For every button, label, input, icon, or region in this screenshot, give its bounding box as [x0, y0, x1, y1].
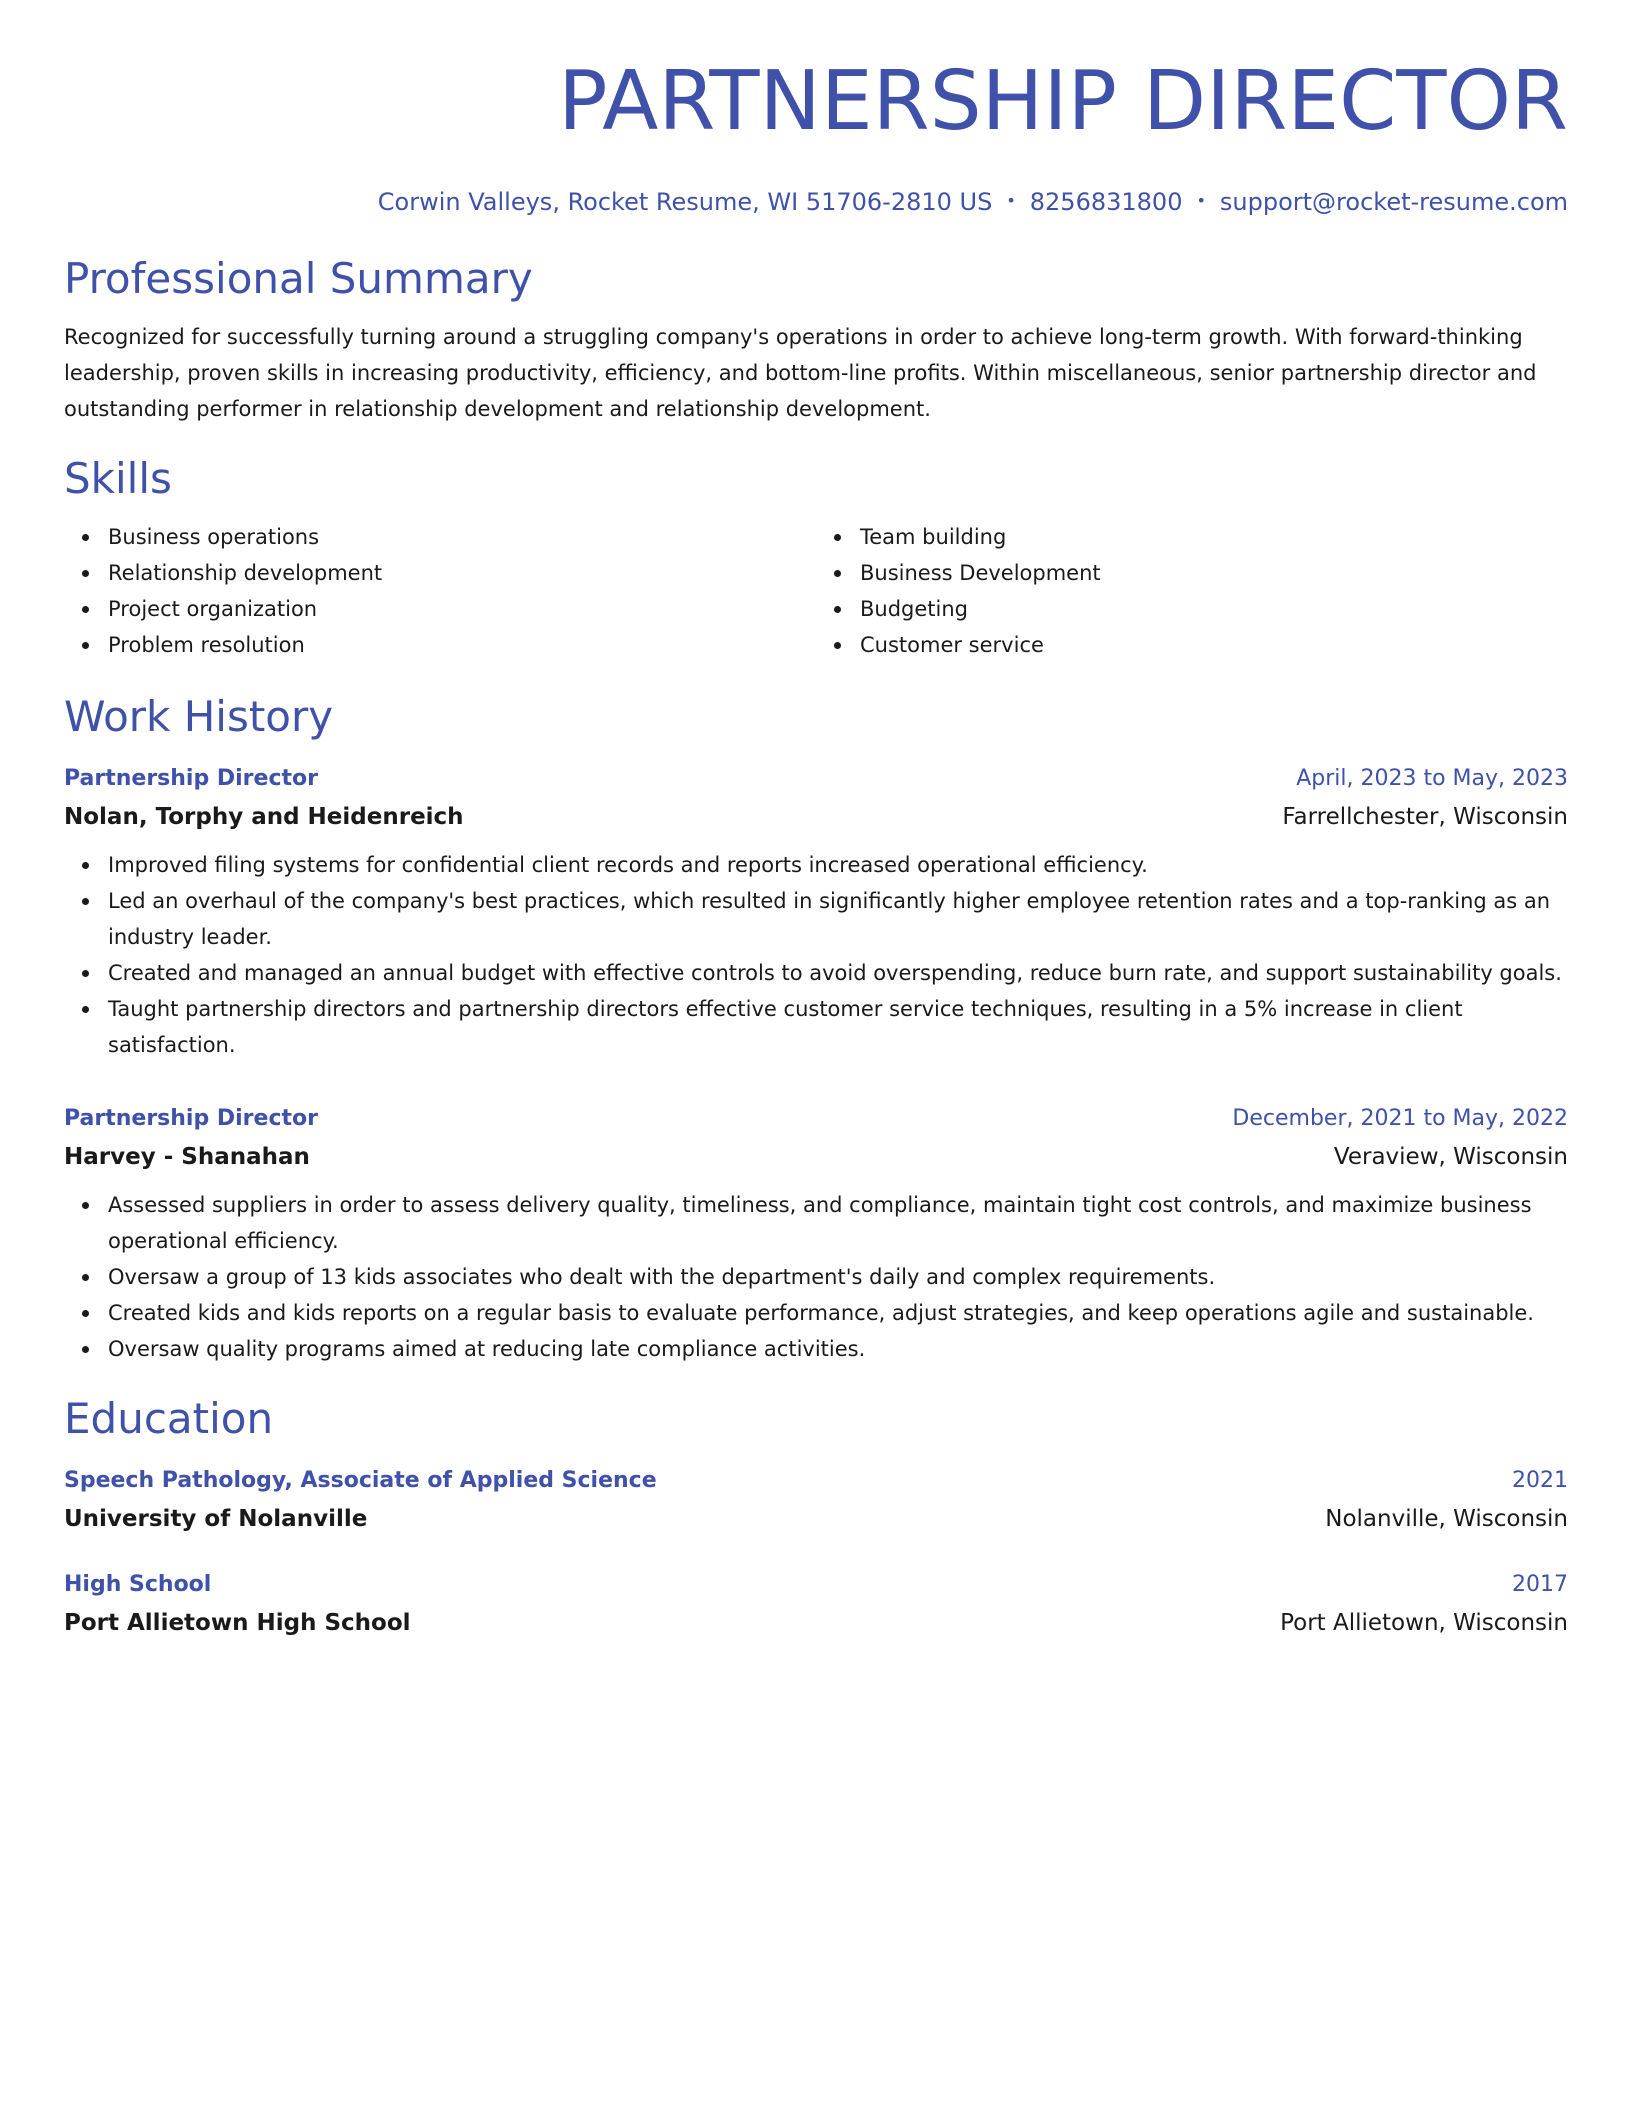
- skill-item: Business operations: [108, 519, 816, 555]
- job-location: Farrellchester, Wisconsin: [1282, 804, 1568, 830]
- skill-item: Budgeting: [860, 591, 1568, 627]
- skill-item: Business Development: [860, 555, 1568, 591]
- skills-section: [64, 453, 1568, 663]
- job-bullet: Taught partnership directors and partnership directors effective customer service techniques, resulting in a 5% increase in client satisfaction.: [108, 991, 1568, 1063]
- job-bullet: Improved filing systems for confidential client records and reports increased operational efficiency.: [108, 847, 1568, 883]
- job-company: Nolan, Torphy and Heidenreich: [64, 804, 464, 830]
- section-title-summary: Professional Summary: [64, 254, 533, 303]
- education-school-row: [64, 1499, 1568, 1539]
- job-bullet: Oversaw a group of 13 kids associates who dealt with the department's daily and complex requirements.: [108, 1259, 1568, 1295]
- contact-separator: •: [1196, 191, 1206, 210]
- job-entry: [64, 1101, 1568, 1367]
- skills-grid: [64, 519, 1568, 663]
- education-section: [64, 1393, 1568, 1643]
- job-company-row: [64, 1137, 1568, 1177]
- section-title-work: Work History: [64, 692, 334, 741]
- job-title: Partnership Director: [64, 766, 318, 791]
- job-dates: December, 2021 to May, 2022: [1232, 1106, 1568, 1131]
- job-header-row: [64, 1101, 1568, 1137]
- job-bullet: Oversaw quality programs aimed at reducing late compliance activities.: [108, 1331, 1568, 1367]
- education-location: Nolanville, Wisconsin: [1325, 1506, 1568, 1532]
- summary-text: Recognized for successfully turning around a struggling company's operations in order to achieve long-term growth. With forward-thinking leadership, proven skills in increasing productivity, efficiency, and bottom-line profits. Within miscellaneous, senior partnership director and outstanding performer in relationship development and relationship development.: [64, 325, 1537, 421]
- job-entry: [64, 761, 1568, 1063]
- education-degree: Speech Pathology, Associate of Applied Science: [64, 1468, 657, 1493]
- education-header-row: [64, 1463, 1568, 1499]
- job-bullets: [64, 847, 1568, 1063]
- job-bullet: Assessed suppliers in order to assess delivery quality, timeliness, and compliance, maintain tight cost controls, and maximize business operational efficiency.: [108, 1187, 1568, 1259]
- skill-item: Team building: [860, 519, 1568, 555]
- contact-separator: •: [1006, 191, 1016, 210]
- resume-title: PARTNERSHIP DIRECTOR: [558, 54, 1568, 149]
- education-location: Port Allietown, Wisconsin: [1280, 1610, 1568, 1636]
- contact-email[interactable]: support@rocket-resume.com: [1219, 188, 1568, 216]
- section-title-education: Education: [64, 1394, 274, 1443]
- education-header-row: [64, 1567, 1568, 1603]
- contact-phone: 8256831800: [1029, 188, 1183, 216]
- skill-item: Project organization: [108, 591, 816, 627]
- skill-item: Problem resolution: [108, 627, 816, 663]
- education-entry: [64, 1567, 1568, 1643]
- contact-address: Corwin Valleys, Rocket Resume, WI 51706-2810 US: [377, 188, 993, 216]
- job-bullet: Led an overhaul of the company's best practices, which resulted in significantly higher employee retention rates and a top-ranking as an industry leader.: [108, 883, 1568, 955]
- job-bullet: Created kids and kids reports on a regular basis to evaluate performance, adjust strategies, and keep operations agile and sustainable.: [108, 1295, 1568, 1331]
- job-bullet: Created and managed an annual budget with effective controls to avoid overspending, reduce burn rate, and support sustainability goals.: [108, 955, 1568, 991]
- education-school: University of Nolanville: [64, 1506, 368, 1532]
- skill-item: Customer service: [860, 627, 1568, 663]
- work-history-section: [64, 691, 1568, 1367]
- education-school: Port Allietown High School: [64, 1610, 411, 1636]
- education-school-row: [64, 1603, 1568, 1643]
- job-header-row: [64, 761, 1568, 797]
- skills-column-right: [816, 519, 1568, 663]
- skills-column-left: [64, 519, 816, 663]
- job-bullets: [64, 1187, 1568, 1367]
- contact-line: [64, 186, 1568, 219]
- job-company: Harvey - Shanahan: [64, 1144, 310, 1170]
- job-title: Partnership Director: [64, 1106, 318, 1131]
- education-year: 2017: [1512, 1572, 1568, 1597]
- job-company-row: [64, 797, 1568, 837]
- job-location: Veraview, Wisconsin: [1333, 1144, 1568, 1170]
- education-entry: [64, 1463, 1568, 1539]
- education-degree: High School: [64, 1572, 212, 1597]
- section-title-skills: Skills: [64, 454, 172, 503]
- skill-item: Relationship development: [108, 555, 816, 591]
- job-dates: April, 2023 to May, 2023: [1296, 766, 1568, 791]
- professional-summary-section: [64, 253, 1568, 427]
- resume-header: [64, 54, 1568, 219]
- education-year: 2021: [1512, 1468, 1568, 1493]
